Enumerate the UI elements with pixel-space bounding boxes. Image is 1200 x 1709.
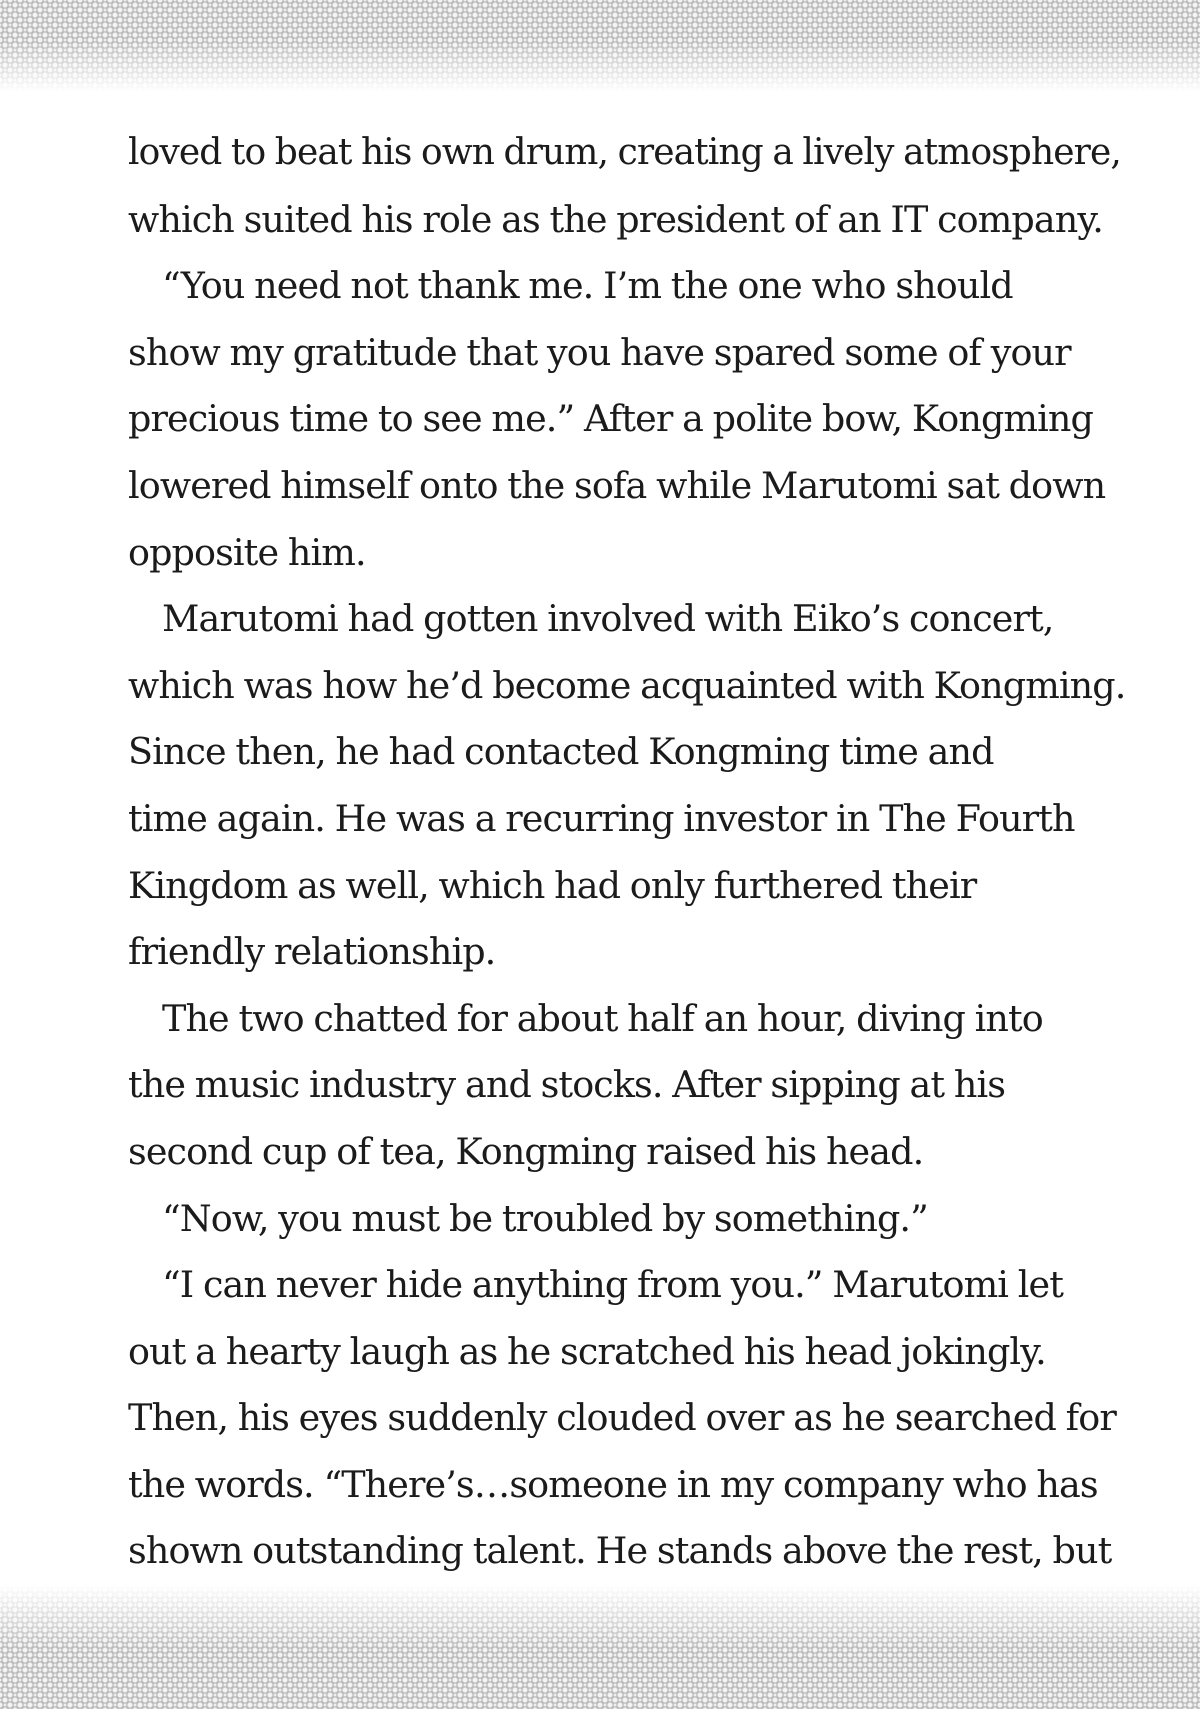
text-line: opposite him. [128, 530, 366, 574]
page-body-text [128, 120, 1128, 1585]
text-line: “I can never hide anything from you.” Marutomi let [162, 1263, 1064, 1307]
text-line: out a hearty laugh as he scratched his head jokingly. [128, 1329, 1046, 1373]
text-line: “You need not thank me. I’m the one who should [162, 264, 1013, 308]
text-line: friendly relationship. [128, 930, 496, 974]
decorative-dot-border-bottom [0, 1585, 1200, 1709]
text-line: the music industry and stocks. After sipping at his [128, 1063, 1006, 1107]
text-line: “Now, you must be troubled by something.” [162, 1196, 928, 1240]
text-line: Kingdom as well, which had only furthered their [128, 863, 977, 907]
text-line: precious time to see me.” After a polite bow, Kongming [128, 397, 1093, 441]
text-line: which suited his role as the president of an IT company. [128, 197, 1103, 241]
text-line: shown outstanding talent. He stands above the rest, but [128, 1529, 1112, 1573]
text-line: time again. He was a recurring investor in The Fourth [128, 796, 1075, 840]
text-line: second cup of tea, Kongming raised his head. [128, 1129, 924, 1173]
text-line: Marutomi had gotten involved with Eiko’s concert, [162, 597, 1054, 641]
text-line: show my gratitude that you have spared some of your [128, 330, 1071, 374]
text-line: the words. “There’s…someone in my company who has [128, 1462, 1098, 1506]
text-line: lowered himself onto the sofa while Marutomi sat down [128, 463, 1106, 507]
decorative-dot-border-top [0, 0, 1200, 92]
text-line: loved to beat his own drum, creating a lively atmosphere, [128, 132, 1121, 173]
text-line: Since then, he had contacted Kongming time and [128, 730, 994, 774]
text-line: Then, his eyes suddenly clouded over as he searched for [128, 1396, 1116, 1440]
text-line: The two chatted for about half an hour, diving into [162, 996, 1043, 1040]
text-line: which was how he’d become acquainted with Kongming. [128, 663, 1126, 707]
